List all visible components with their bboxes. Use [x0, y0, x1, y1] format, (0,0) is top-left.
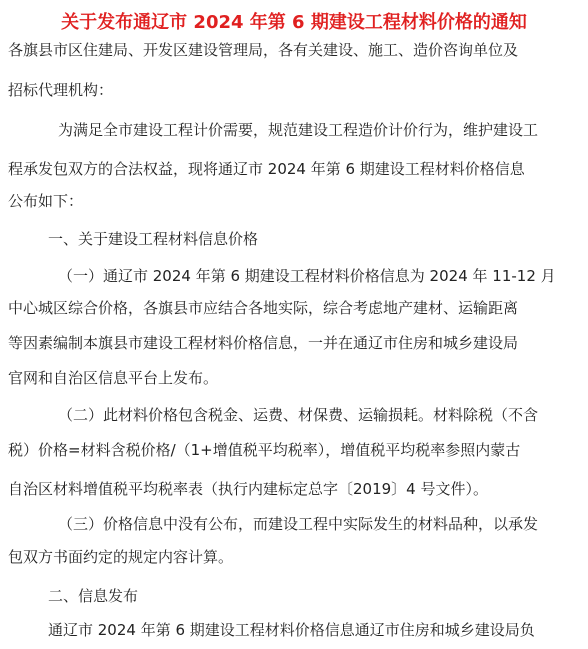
- intro-line-2: 程承发包双方的合法权益，现将通辽市 2024 年第 6 期建设工程材料价格信息: [8, 160, 525, 178]
- item-2-line-3: 自治区材料增值税平均税率表（执行内建标定总字〔2019〕4 号文件）。: [8, 480, 488, 498]
- release-line-1: 通辽市 2024 年第 6 期建设工程材料价格信息通辽市住房和城乡建设局负: [48, 621, 535, 639]
- item-1-line-4: 官网和自治区信息平台上发布。: [8, 369, 219, 387]
- addressee-line-2: 招标代理机构：: [8, 81, 114, 99]
- intro-line-3: 公布如下：: [8, 192, 84, 210]
- notice-title: 关于发布通辽市 2024 年第 6 期建设工程材料价格的通知: [61, 12, 527, 33]
- item-3-line-2: 包双方书面约定的规定内容计算。: [8, 548, 234, 566]
- item-2-line-1: （二）此材料价格包含税金、运费、材保费、运输损耗。材料除税（不含: [58, 406, 539, 424]
- section-heading-2: 二、信息发布: [48, 587, 139, 605]
- item-3-line-1: （三）价格信息中没有公布，而建设工程中实际发生的材料品种，以承发: [58, 515, 539, 533]
- item-1-line-3: 等因素编制本旗县市建设工程材料价格信息，一并在通辽市住房和城乡建设局: [8, 334, 519, 352]
- item-1-line-1: （一）通辽市 2024 年第 6 期建设工程材料价格信息为 2024 年 11-12 月: [58, 267, 556, 285]
- intro-line-1: 为满足全市建设工程计价需要，规范建设工程造价计价行为，维护建设工: [58, 121, 539, 139]
- item-2-line-2: 税）价格=材料含税价格/（1+增值税平均税率），增值税平均税率参照内蒙古: [8, 441, 521, 459]
- item-1-line-2: 中心城区综合价格，各旗县市应结合各地实际，综合考虑地产建材、运输距离: [8, 299, 519, 317]
- addressee-line-1: 各旗县市区住建局、开发区建设管理局，各有关建设、施工、造价咨询单位及: [8, 41, 519, 59]
- section-heading-1: 一、关于建设工程材料信息价格: [48, 230, 259, 248]
